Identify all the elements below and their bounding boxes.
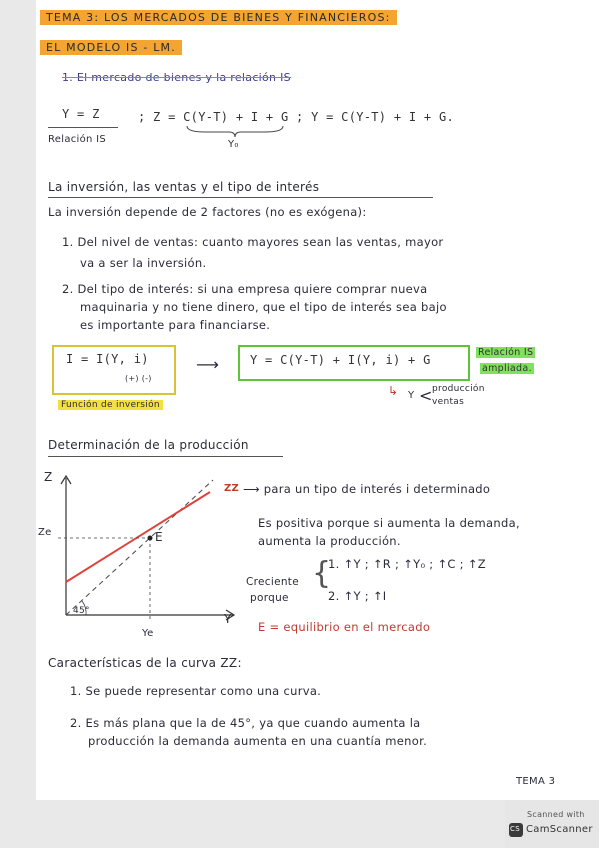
camscanner-watermark <box>505 800 599 848</box>
tick-ze: Ze <box>38 527 52 538</box>
is-extended-eq: Y = C(Y-T) + I(Y, i) + G <box>250 353 431 367</box>
char-item2-line1: 2. Es más plana que la de 45°, ya que cuando aumenta la <box>70 716 421 730</box>
is-extended-label2: ampliada. <box>482 363 532 374</box>
reason1: 1. ↑Y ; ↑R ; ↑Y₀ ; ↑C ; ↑Z <box>328 557 486 571</box>
title-line2: EL MODELO IS - LM. <box>40 40 182 55</box>
creciente-line1: Creciente <box>246 576 299 588</box>
page-tag: TEMA 3 <box>516 776 556 787</box>
zz-description: ⟶ para un tipo de interés i determinado <box>243 482 491 496</box>
char-item1: 1. Se puede representar como una curva. <box>70 684 322 698</box>
reason2: 2. ↑Y ; ↑I <box>328 589 387 603</box>
char-item2-line2: producción la demanda aumenta en una cuantía menor. <box>88 734 428 748</box>
brace-label: Y₀ <box>228 139 239 150</box>
red-arrow: ↳ <box>388 384 399 398</box>
tick-ye: Ye <box>142 628 154 639</box>
y-note-ventas: ventas <box>432 397 465 407</box>
section2-heading: La inversión, las ventas y el tipo de interés <box>48 180 320 194</box>
scanned-with-text: Scanned with <box>527 810 585 819</box>
eq-is-underline <box>48 127 118 128</box>
positive-line1: Es positiva porque si aumenta la demanda, <box>258 516 520 530</box>
investment-signs: (+) (-) <box>125 374 152 383</box>
item2-line3: es importante para financiarse. <box>80 318 271 332</box>
y-note-produccion: producción <box>432 384 485 394</box>
camscanner-brand: CamScanner <box>526 824 593 835</box>
implication-arrow: ⟶ <box>196 355 220 374</box>
reason-brace: { <box>312 556 332 591</box>
zz-diagram <box>38 470 248 630</box>
zz-label: ZZ <box>224 483 240 494</box>
camscanner-logo-text: CS <box>510 825 520 833</box>
is-extended-label1: Relación IS <box>478 347 534 358</box>
investment-label: Función de inversión <box>58 400 163 410</box>
y-note: Y <box>408 390 415 401</box>
section4-heading: Características de la curva ZZ: <box>48 656 242 670</box>
item2-line2: maquinaria y no tiene dinero, que el tipo de interés sea bajo <box>80 300 447 314</box>
item2-line1: 2. Del tipo de interés: si una empresa quiere comprar nueva <box>62 282 428 296</box>
equilibrium-note: E = equilibrio en el mercado <box>258 620 431 634</box>
brace-under <box>185 124 285 138</box>
section2-underline <box>48 197 433 198</box>
camscanner-logo-icon <box>509 823 523 837</box>
section3-heading: Determinación de la producción <box>48 438 249 452</box>
section1-heading: 1. El mercado de bienes y la relación IS <box>62 71 291 84</box>
axis-z-label: Z <box>44 470 53 484</box>
title-line1: TEMA 3: LOS MERCADOS DE BIENES Y FINANCIEROS: <box>40 10 397 25</box>
item1-line1: 1. Del nivel de ventas: cuanto mayores sean las ventas, mayor <box>62 235 444 249</box>
section2-intro: La inversión depende de 2 factores (no es exógena): <box>48 205 367 219</box>
item1-line2: va a ser la inversión. <box>80 256 207 270</box>
eq-is: Y = Z <box>62 107 100 121</box>
eq-z-chain: ; Z = C(Y-T) + I + G ; Y = C(Y-T) + I + G. <box>138 110 455 124</box>
axis-y-label: Y <box>224 612 232 626</box>
positive-line2: aumenta la producción. <box>258 534 401 548</box>
section3-underline <box>48 456 283 457</box>
angle-label: 45° <box>73 606 90 616</box>
creciente-line2: porque <box>250 592 289 604</box>
y-note-brace: < <box>419 386 433 405</box>
investment-function: I = I(Y, i) <box>66 352 149 366</box>
relacion-is-label: Relación IS <box>48 134 107 145</box>
point-e: E <box>155 530 163 544</box>
